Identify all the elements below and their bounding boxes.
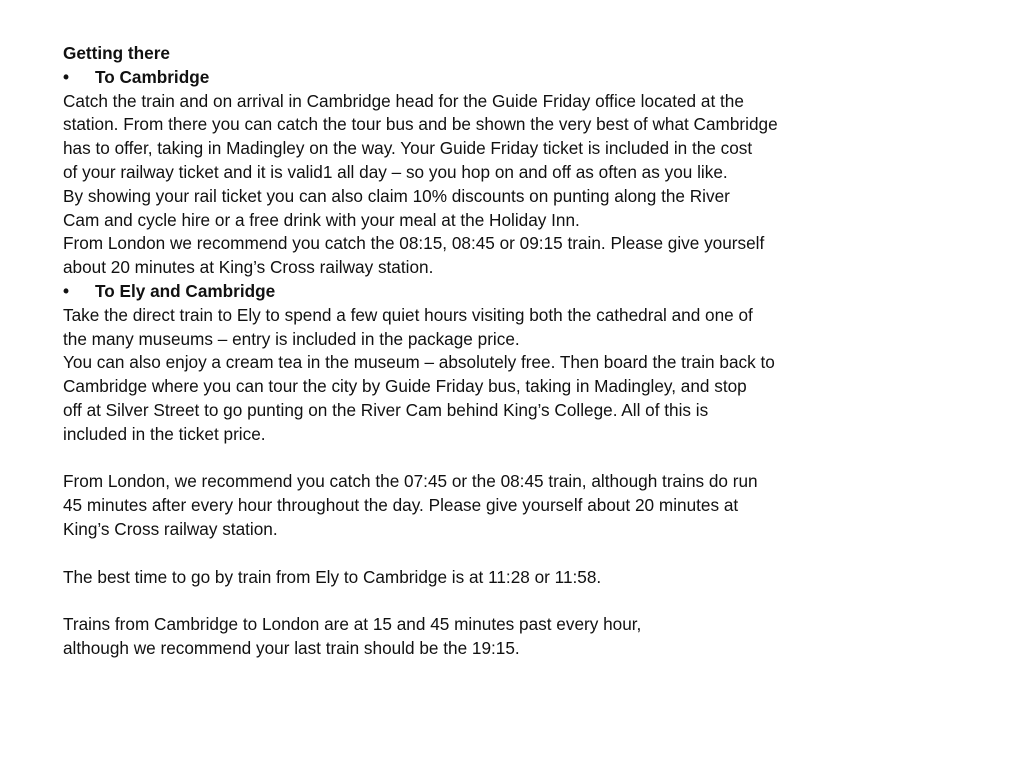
paragraph-line: Take the direct train to Ely to spend a few quiet hours visiting both the cathedral and one of	[63, 304, 753, 325]
paragraph-line: The best time to go by train from Ely to Cambridge is at 11:28 or 11:58.	[63, 566, 602, 587]
bullet-item-to-ely-and-cambridge	[63, 280, 963, 304]
paragraph-line: although we recommend your last train should be the 19:15.	[63, 637, 520, 658]
page-heading: Getting there	[63, 43, 170, 63]
section-title: To Ely and Cambridge	[95, 280, 276, 301]
paragraph-line: From London, we recommend you catch the 07:45 or the 08:45 train, although trains do run	[63, 471, 758, 492]
paragraph-line: You can also enjoy a cream tea in the museum – absolutely free. Then board the train back to	[63, 352, 775, 373]
paragraph-line: King’s Cross railway station.	[63, 518, 278, 539]
bullet-item-to-cambridge	[63, 66, 963, 90]
paragraph-line: included in the ticket price.	[63, 423, 266, 444]
paragraph-spacer	[63, 447, 963, 471]
section-title: To Cambridge	[95, 66, 210, 87]
paragraph-line: of your railway ticket and it is valid1 all day – so you hop on and off as often as you like.	[63, 161, 728, 182]
bullet-icon: •	[63, 280, 70, 301]
paragraph-line: station. From there you can catch the tour bus and be shown the very best of what Cambridge	[63, 114, 778, 135]
document-body	[63, 42, 963, 661]
paragraph-line: off at Silver Street to go punting on the River Cam behind King’s College. All of this is	[63, 399, 709, 420]
paragraph-line: Trains from Cambridge to London are at 15 and 45 minutes past every hour,	[63, 614, 642, 635]
bullet-icon: •	[63, 66, 70, 87]
paragraph-line: Cambridge where you can tour the city by Guide Friday bus, taking in Madingley, and stop	[63, 376, 747, 397]
paragraph-line: From London we recommend you catch the 08:15, 08:45 or 09:15 train. Please give yourself	[63, 233, 765, 254]
paragraph-line: Catch the train and on arrival in Cambridge head for the Guide Friday office located at the	[63, 90, 744, 111]
paragraph-spacer	[63, 542, 963, 566]
paragraph-line: the many museums – entry is included in the package price.	[63, 328, 520, 349]
paragraph-line: Cam and cycle hire or a free drink with your meal at the Holiday Inn.	[63, 209, 580, 230]
paragraph-spacer	[63, 589, 963, 613]
paragraph-line: By showing your rail ticket you can also claim 10% discounts on punting along the River	[63, 185, 730, 206]
paragraph-line: 45 minutes after every hour throughout the day. Please give yourself about 20 minutes at	[63, 495, 739, 516]
paragraph-line: has to offer, taking in Madingley on the way. Your Guide Friday ticket is included in the cost	[63, 138, 753, 159]
paragraph-line: about 20 minutes at King’s Cross railway station.	[63, 257, 434, 278]
